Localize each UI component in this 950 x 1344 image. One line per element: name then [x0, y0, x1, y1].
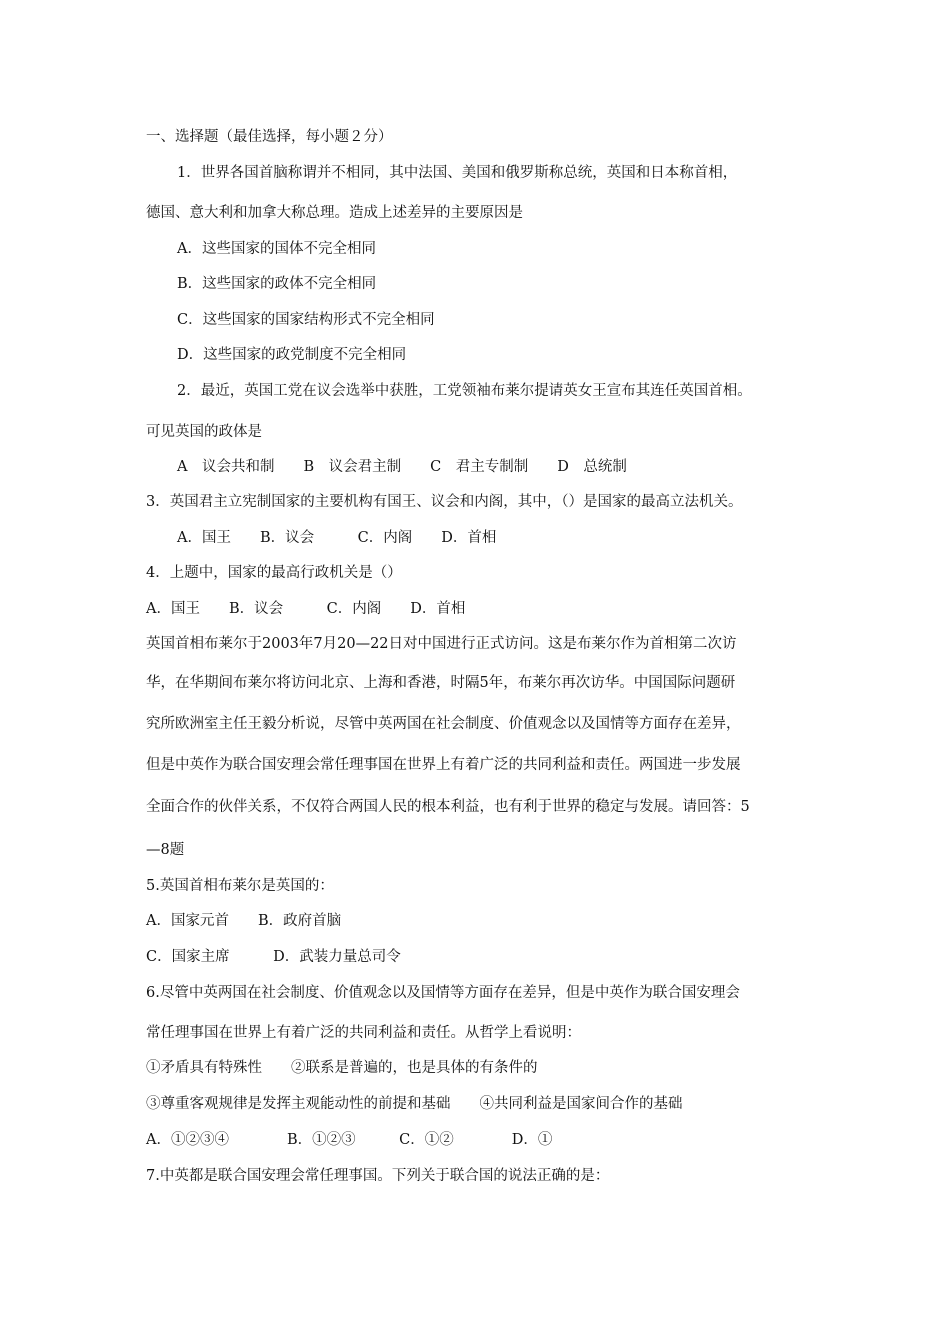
- q1-option-b: B．这些国家的政体不完全相同: [177, 276, 377, 292]
- q6-statements-line1: ①矛盾具有特殊性 ②联系是普遍的，也是具体的有条件的: [146, 1060, 538, 1076]
- q7-stem: 7.中英都是联合国安理会常任理事国。下列关于联合国的说法正确的是：: [146, 1168, 610, 1184]
- q6-statements-line2: ③尊重客观规律是发挥主观能动性的前提和基础 ④共同利益是国家间合作的基础: [146, 1096, 683, 1112]
- passage-line: 但是中英作为联合国安理会常任理事国在世界上有着广泛的共同利益和责任。两国进一步发展: [146, 757, 741, 773]
- q6-options: A．①②③④ B．①②③ C．①② D．①: [146, 1132, 553, 1148]
- q5-stem: 5.英国首相布莱尔是英国的：: [146, 878, 334, 894]
- passage-line: 全面合作的伙伴关系，不仅符合两国人民的根本利益，也有利于世界的稳定与发展。请回答：5: [146, 799, 750, 815]
- q1-stem-line1: 1．世界各国首脑称谓并不相同，其中法国、美国和俄罗斯称总统，英国和日本称首相，: [177, 165, 738, 181]
- q2-options: A 议会共和制 B 议会君主制 C 君主专制制 D 总统制: [177, 459, 627, 475]
- q1-option-a: A．这些国家的国体不完全相同: [177, 241, 376, 257]
- q5-options-line1: A．国家元首 B．政府首脑: [146, 913, 342, 929]
- q1-option-c: C．这些国家的国家结构形式不完全相同: [177, 312, 435, 328]
- q4-stem: 4．上题中，国家的最高行政机关是（）: [146, 565, 402, 581]
- passage-line: —8题: [146, 842, 185, 858]
- q4-options: A．国王 B．议会 C．内阁 D．首相: [146, 601, 466, 617]
- q6-stem-line1: 6.尽管中英两国在社会制度、价值观念以及国情等方面存在差异，但是中英作为联合国安理会: [146, 985, 740, 1001]
- q3-options: A．国王 B．议会 C．内阁 D．首相: [177, 530, 497, 546]
- q1-option-d: D．这些国家的政党制度不完全相同: [177, 347, 407, 363]
- q2-stem-line1: 2．最近，英国工党在议会选举中获胜，工党领袖布莱尔提请英女王宣布其连任英国首相。: [177, 383, 752, 399]
- passage-line: 究所欧洲室主任王毅分析说，尽管中英两国在社会制度、价值观念以及国情等方面存在差异，: [146, 716, 741, 732]
- passage-line: 英国首相布莱尔于2003年7月20—22日对中国进行正式访问。这是布莱尔作为首相第二次访: [146, 636, 737, 652]
- q6-stem-line2: 常任理事国在世界上有着广泛的共同利益和责任。从哲学上看说明：: [146, 1025, 581, 1041]
- passage-line: 华，在华期间布莱尔将访问北京、上海和香港，时隔5年，布莱尔再次访华。中国国际问题研: [146, 675, 736, 691]
- q3-stem: 3．英国君主立宪制国家的主要机构有国王、议会和内阁，其中，（）是国家的最高立法机关。: [146, 494, 743, 510]
- q5-options-line2: C．国家主席 D．武装力量总司令: [146, 949, 401, 965]
- q2-stem-line2: 可见英国的政体是: [146, 424, 262, 440]
- q1-stem-line2: 德国、意大利和加拿大称总理。造成上述差异的主要原因是: [146, 205, 523, 221]
- section-title: 一、选择题（最佳选择，每小题２分）: [146, 129, 393, 145]
